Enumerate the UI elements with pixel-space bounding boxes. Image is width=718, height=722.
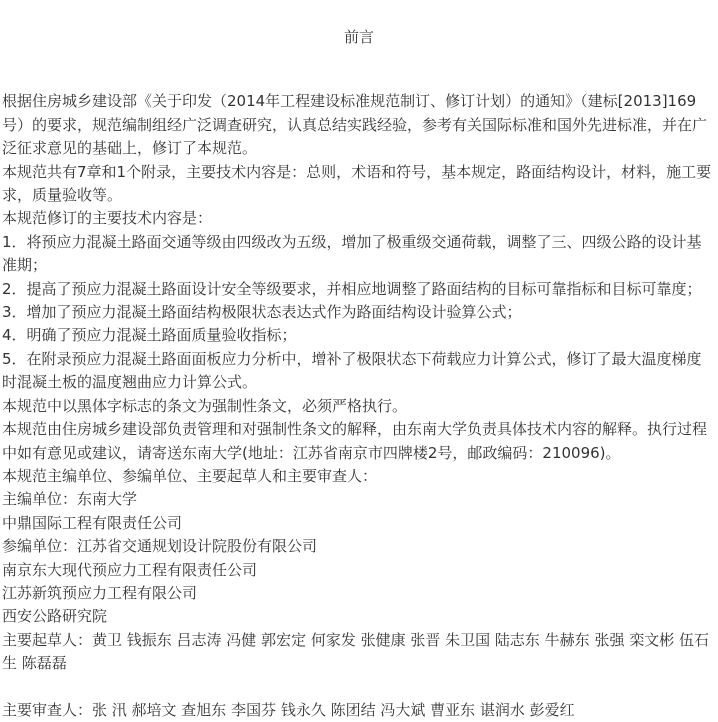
chief-drafters: 主要起草人：黄卫 钱振东 吕志涛 冯健 郭宏定 何家发 张健康 张晋 朱卫国 陆志东 牛赫东 张强 栾文彬 伍石生 陈磊磊 <box>2 630 709 673</box>
participating-unit-2: 南京东大现代预应力工程有限责任公司 <box>2 560 258 579</box>
participating-unit-4: 西安公路研究院 <box>2 607 108 626</box>
chief-editor-unit-2: 中鼎国际工程有限责任公司 <box>2 513 183 532</box>
mandatory-provisions-note: 本规范中以黑体字标志的条文为强制性条文，必须严格执行。 <box>2 396 408 415</box>
intro-paragraph: 根据住房城乡建设部《关于印发（2014年工程建设标准规范制订、修订计划）的通知》（建标[2013]169号）的要求，规范编制组经广泛调查研究，认真总结实践经验，参考有关国际标准和国外先进标准，并在广泛征求意见的基础上，修订了本规范。 <box>2 92 708 158</box>
revision-item-5: 5．在附录预应力混凝土路面面板应力分析中，增补了极限状态下荷载应力计算公式，修订了最大温度梯度时混凝土板的温度翘曲应力计算公式。 <box>2 349 702 392</box>
contents-paragraph: 本规范共有7章和1个附录，主要技术内容是：总则，术语和符号，基本规定，路面结构设计，材料，施工要求，质量验收等。 <box>2 162 712 205</box>
revision-item-4: 4．明确了预应力混凝土路面质量验收指标； <box>2 326 297 345</box>
participating-unit-1: 参编单位：江苏省交通规划设计院股份有限公司 <box>2 537 318 556</box>
participating-unit-3: 江苏新筑预应力工程有限公司 <box>2 583 198 602</box>
units-intro: 本规范主编单位、参编单位、主要起草人和主要审查人： <box>2 466 378 485</box>
revision-item-1: 1．将预应力混凝土路面交通等级由四级改为五级，增加了极重级交通荷载，调整了三、四级公路的设计基准期； <box>2 232 702 275</box>
revision-item-3: 3．增加了预应力混凝土路面结构极限状态表达式作为路面结构设计验算公式； <box>2 303 522 322</box>
chief-reviewers: 主要审查人：张 汛 郝培文 查旭东 李国芬 钱永久 陈团结 冯大斌 曹亚东 谌润水 彭爱红 <box>2 700 575 719</box>
revision-intro: 本规范修订的主要技术内容是： <box>2 209 213 228</box>
interpretation-paragraph: 本规范由住房城乡建设部负责管理和对强制性条文的解释，由东南大学负责具体技术内容的解释。执行过程中如有意见或建议，请寄送东南大学(地址：江苏省南京市四牌楼2号，邮政编码：210096)。 <box>2 420 708 462</box>
page-title: 前言 <box>343 28 374 46</box>
chief-editor-unit-1: 主编单位：东南大学 <box>2 490 138 509</box>
revision-item-2: 2．提高了预应力混凝土路面设计安全等级要求，并相应地调整了路面结构的目标可靠指标和目标可靠度； <box>2 279 702 298</box>
